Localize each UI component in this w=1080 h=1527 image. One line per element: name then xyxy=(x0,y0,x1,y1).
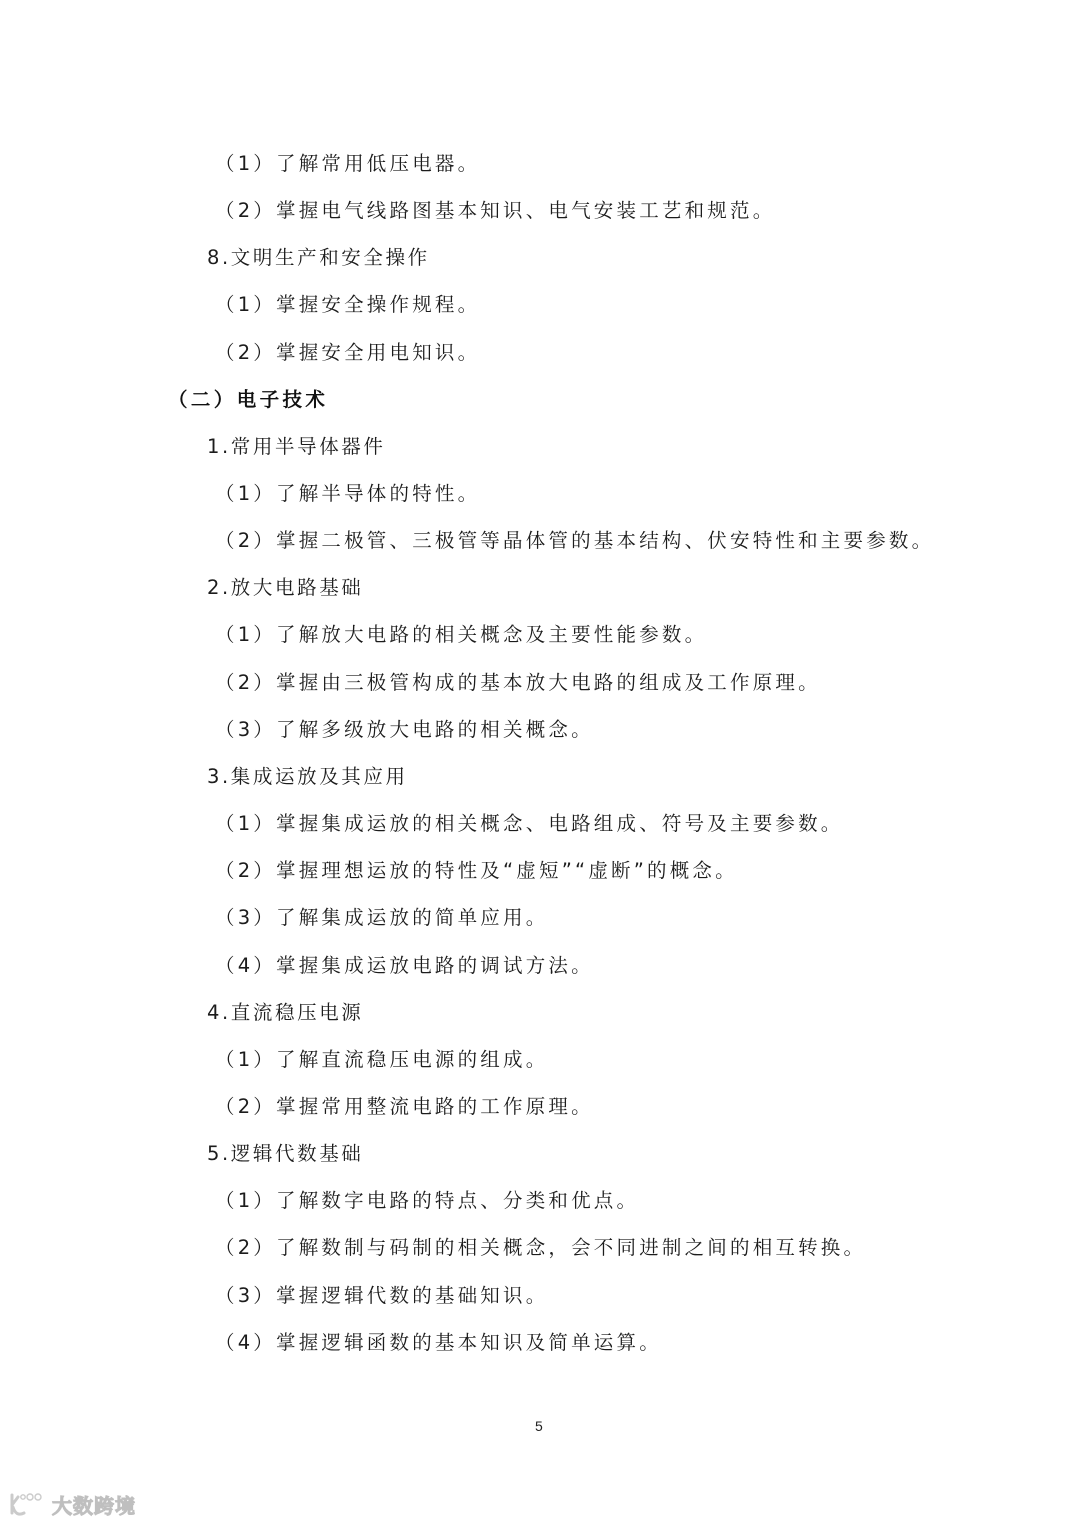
subsection-heading: 3.集成运放及其应用 xyxy=(207,765,408,788)
list-item: （1）了解常用低压电器。 xyxy=(215,152,481,175)
list-item: （4）掌握逻辑函数的基本知识及简单运算。 xyxy=(215,1331,662,1354)
subsection-heading: 8.文明生产和安全操作 xyxy=(207,246,430,269)
list-item: （3）了解集成运放的简单应用。 xyxy=(215,906,549,929)
list-item: （1）了解放大电路的相关概念及主要性能参数。 xyxy=(215,623,708,646)
section-title: （二）电子技术 xyxy=(168,388,329,411)
list-item: （1）了解数字电路的特点、分类和优点。 xyxy=(215,1189,640,1212)
subsection-heading: 4.直流稳压电源 xyxy=(207,1001,364,1024)
watermark xyxy=(8,1490,136,1519)
list-item: （1）了解半导体的特性。 xyxy=(215,482,481,505)
subsection-heading: 1.常用半导体器件 xyxy=(207,435,386,458)
list-item: （2）掌握理想运放的特性及“虚短”“虚断”的概念。 xyxy=(215,859,738,882)
list-item: （2）掌握常用整流电路的工作原理。 xyxy=(215,1095,594,1118)
list-item: （2）掌握安全用电知识。 xyxy=(215,341,481,364)
list-item: （1）了解直流稳压电源的组成。 xyxy=(215,1048,549,1071)
page-number: 5 xyxy=(535,1418,543,1434)
list-item: （1）掌握集成运放的相关概念、电路组成、符号及主要参数。 xyxy=(215,812,844,835)
subsection-heading: 5.逻辑代数基础 xyxy=(207,1142,364,1165)
list-item: （2）掌握由三极管构成的基本放大电路的组成及工作原理。 xyxy=(215,671,821,694)
watermark-text: 大数跨境 xyxy=(52,1494,136,1518)
list-item: （2）掌握电气线路图基本知识、电气安装工艺和规范。 xyxy=(215,199,776,222)
list-item: （3）了解多级放大电路的相关概念。 xyxy=(215,718,594,741)
list-item: （3）掌握逻辑代数的基础知识。 xyxy=(215,1284,549,1307)
subsection-heading: 2.放大电路基础 xyxy=(207,576,364,599)
list-item: （2）了解数制与码制的相关概念，会不同进制之间的相互转换。 xyxy=(215,1236,867,1259)
list-item: （1）掌握安全操作规程。 xyxy=(215,293,481,316)
list-item: （4）掌握集成运放电路的调试方法。 xyxy=(215,954,594,977)
k100-logo-icon xyxy=(8,1491,48,1519)
list-item: （2）掌握二极管、三极管等晶体管的基本结构、伏安特性和主要参数。 xyxy=(215,529,935,552)
